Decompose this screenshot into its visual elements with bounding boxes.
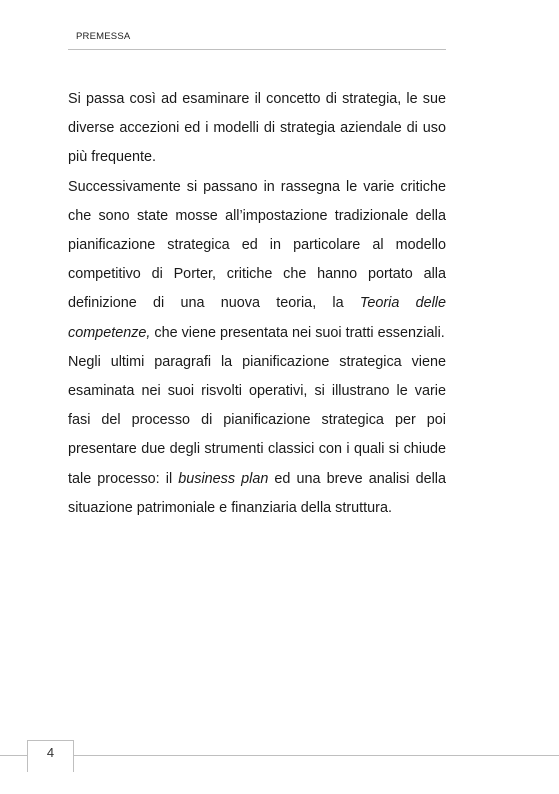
body-text xyxy=(68,85,446,523)
paragraph-3-text-start: Negli ultimi paragrafi la pianificazione strategica viene esaminata nei suoi risvolti operativi, si illustrano le varie fasi del processo di pianificazione strategica per poi presentare due degli strumenti classici con i quali si chiude tale processo: il xyxy=(68,353,446,487)
page-number: 4 xyxy=(46,745,55,760)
paragraph-2-italic-term: Teoria delle competenze, xyxy=(68,295,446,341)
page-number-tab xyxy=(27,740,74,772)
paragraph-1 xyxy=(68,85,446,173)
paragraph-3-italic-term: business plan xyxy=(178,470,269,487)
paragraph-2 xyxy=(68,173,446,348)
paragraph-3-text-end: ed una breve analisi della situazione patrimoniale e finanziaria della struttura. xyxy=(68,470,446,516)
paragraph-1-text: Si passa così ad esaminare il concetto di strategia, le sue diverse accezioni ed i modelli di strategia aziendale di uso più frequente. xyxy=(68,91,446,166)
paragraph-2-text-start: Successivamente si passano in rassegna le varie critiche che sono state mosse all’impostazione tradizionale della pianificazione strategica ed in particolare al modello competitivo di Porter, critiche che hanno portato alla definizione di una nuova teoria, la xyxy=(68,178,446,312)
header-title: PREMESSA xyxy=(76,31,131,42)
paragraph-2-text-end: che viene presentata nei suoi tratti essenziali. xyxy=(150,324,445,341)
page-header xyxy=(68,0,446,50)
footer-divider xyxy=(0,755,559,756)
paragraph-3 xyxy=(68,348,446,523)
